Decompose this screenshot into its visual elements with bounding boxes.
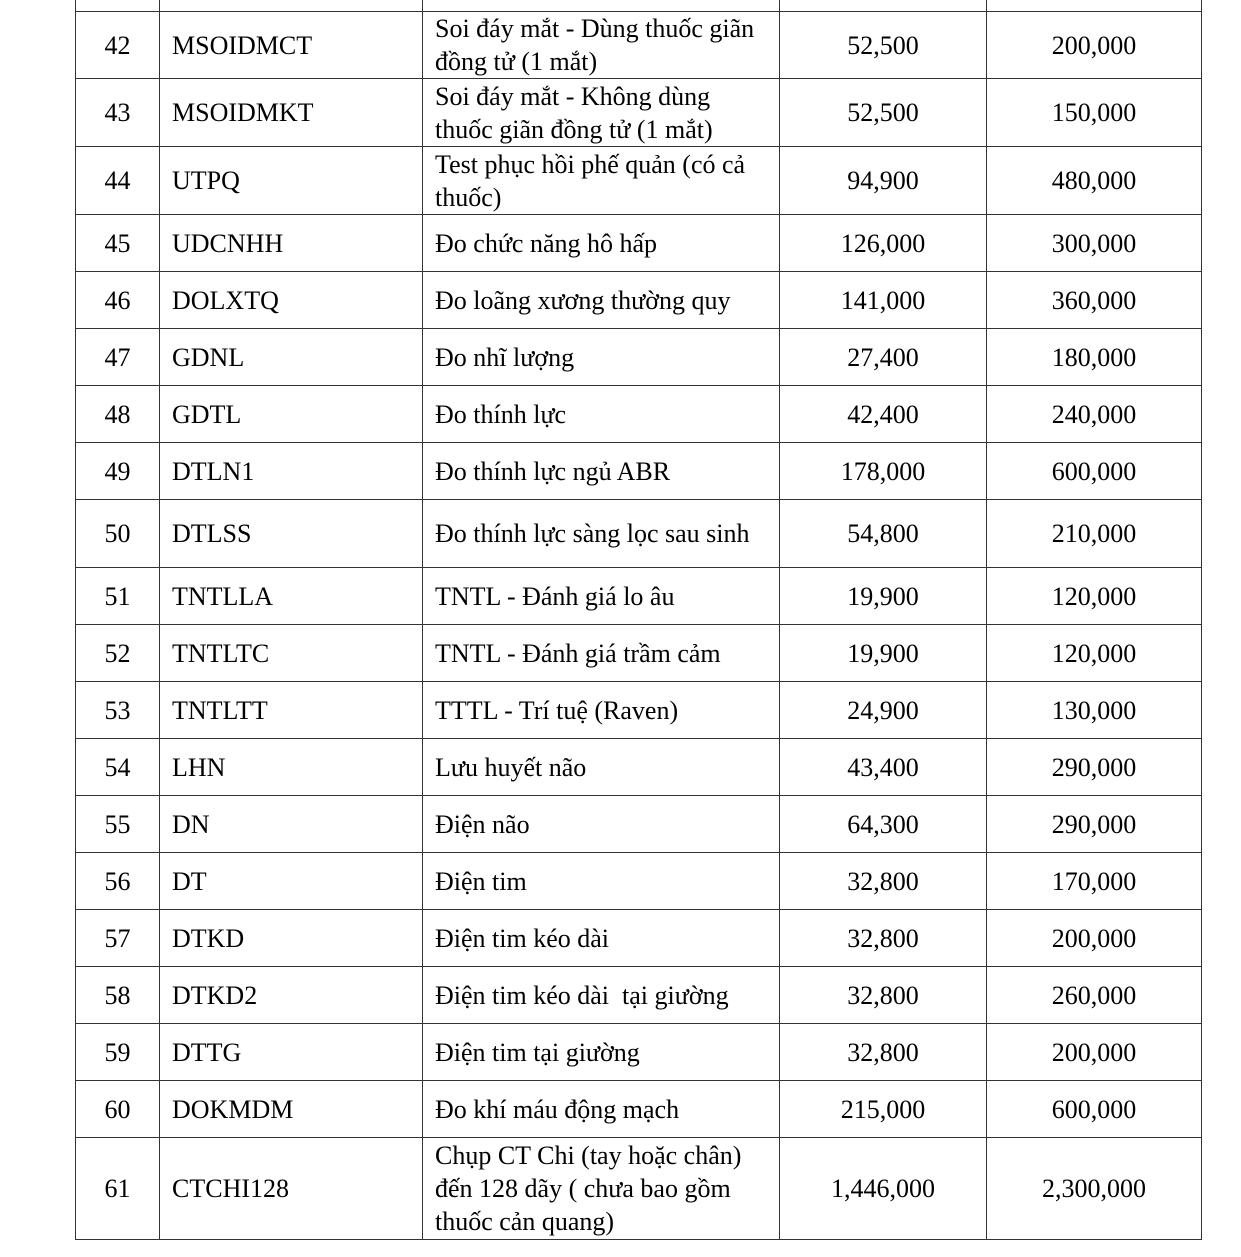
- price-service-cell: 120,000: [987, 625, 1202, 682]
- name-cell: TNTL - Đánh giá lo âu: [423, 568, 780, 625]
- price-service-cell: 200,000: [987, 12, 1202, 79]
- stt-cell: 53: [76, 682, 160, 739]
- price-bhyt-cell: 141,000: [780, 272, 987, 329]
- code-cell: DTLN1: [160, 443, 423, 500]
- price-service-cell: 210,000: [987, 500, 1202, 568]
- price-bhyt-cell: 27,400: [780, 329, 987, 386]
- table-row: [76, 739, 1202, 796]
- stt-cell: 50: [76, 500, 160, 568]
- price-service-cell: 600,000: [987, 443, 1202, 500]
- table-row: [76, 215, 1202, 272]
- price-service-cell: 360,000: [987, 272, 1202, 329]
- stt-cell: 47: [76, 329, 160, 386]
- code-cell: LHN: [160, 739, 423, 796]
- code-cell: DTLSS: [160, 500, 423, 568]
- price-service-cell: 200,000: [987, 1024, 1202, 1081]
- name-cell: Điện não: [423, 796, 780, 853]
- code-cell: UTPQ: [160, 147, 423, 215]
- price-bhyt-cell: 32,800: [780, 1024, 987, 1081]
- stt-cell: 56: [76, 853, 160, 910]
- table-row: [76, 79, 1202, 147]
- price-bhyt-cell: 52,500: [780, 79, 987, 147]
- name-cell: Điện tim: [423, 853, 780, 910]
- price-bhyt-cell: 215,000: [780, 1081, 987, 1138]
- table-row: [76, 329, 1202, 386]
- table-row: [76, 796, 1202, 853]
- table-row: [76, 910, 1202, 967]
- price-service-cell: 240,000: [987, 386, 1202, 443]
- name-cell: TNTL - Đánh giá trầm cảm: [423, 625, 780, 682]
- code-cell: TNTLTT: [160, 682, 423, 739]
- name-cell: Lưu huyết não: [423, 739, 780, 796]
- stt-cell: 43: [76, 79, 160, 147]
- price-service-cell: 480,000: [987, 147, 1202, 215]
- stt-cell: 46: [76, 272, 160, 329]
- name-cell: TTTL - Trí tuệ (Raven): [423, 682, 780, 739]
- price-bhyt-cell: 32,800: [780, 853, 987, 910]
- table-row: [76, 967, 1202, 1024]
- price-service-cell: 200,000: [987, 910, 1202, 967]
- price-service-cell: 130,000: [987, 682, 1202, 739]
- table-row: [76, 1138, 1202, 1240]
- name-cell: Soi đáy mắt - Dùng thuốc giãn đồng tử (1 mắt): [423, 12, 780, 79]
- price-bhyt-cell: 52,500: [780, 12, 987, 79]
- name-cell: Đo thính lực ngủ ABR: [423, 443, 780, 500]
- price-service-cell: 150,000: [987, 79, 1202, 147]
- table-row: [76, 625, 1202, 682]
- name-cell: Đo thính lực sàng lọc sau sinh: [423, 500, 780, 568]
- table-row: [76, 568, 1202, 625]
- price-bhyt-cell: 24,900: [780, 682, 987, 739]
- name-cell: Đo chức năng hô hấp: [423, 215, 780, 272]
- code-cell: TNTLLA: [160, 568, 423, 625]
- stt-cell: 58: [76, 967, 160, 1024]
- table-row: [76, 1024, 1202, 1081]
- code-cell: [160, 0, 423, 12]
- code-cell: DT: [160, 853, 423, 910]
- price-table-body: [76, 0, 1202, 1240]
- stt-cell: 52: [76, 625, 160, 682]
- name-cell: Đo khí máu động mạch: [423, 1081, 780, 1138]
- table-row: [76, 12, 1202, 79]
- code-cell: TNTLTC: [160, 625, 423, 682]
- name-cell: Soi đáy mắt - Không dùng thuốc giãn đồng tử (1 mắt): [423, 79, 780, 147]
- code-cell: DN: [160, 796, 423, 853]
- price-bhyt-cell: 19,900: [780, 625, 987, 682]
- price-table: [75, 0, 1202, 1240]
- name-cell: Điện tim kéo dài tại giường: [423, 967, 780, 1024]
- price-bhyt-cell: 43,400: [780, 739, 987, 796]
- price-service-cell: 180,000: [987, 329, 1202, 386]
- price-service-cell: 290,000: [987, 796, 1202, 853]
- price-bhyt-cell: 42,400: [780, 386, 987, 443]
- table-row: [76, 386, 1202, 443]
- name-cell: Đo nhĩ lượng: [423, 329, 780, 386]
- price-bhyt-cell: 54,800: [780, 500, 987, 568]
- price-bhyt-cell: 32,800: [780, 967, 987, 1024]
- price-service-cell: 300,000: [987, 215, 1202, 272]
- stt-cell: 55: [76, 796, 160, 853]
- stt-cell: 60: [76, 1081, 160, 1138]
- price-bhyt-cell: 178,000: [780, 443, 987, 500]
- price-service-cell: 600,000: [987, 1081, 1202, 1138]
- price-bhyt-cell: 1,446,000: [780, 1138, 987, 1240]
- price-bhyt-cell: 64,300: [780, 796, 987, 853]
- price-bhyt-cell: 19,900: [780, 568, 987, 625]
- price-service-cell: 290,000: [987, 739, 1202, 796]
- table-row: [76, 443, 1202, 500]
- code-cell: GDNL: [160, 329, 423, 386]
- table-row: [76, 147, 1202, 215]
- code-cell: DOKMDM: [160, 1081, 423, 1138]
- price-bhyt-cell: 32,800: [780, 910, 987, 967]
- stt-cell: 48: [76, 386, 160, 443]
- code-cell: MSOIDMCT: [160, 12, 423, 79]
- price-service-cell: [987, 0, 1202, 12]
- name-cell: Test phục hồi phế quản (có cả thuốc): [423, 147, 780, 215]
- code-cell: GDTL: [160, 386, 423, 443]
- code-cell: DTKD: [160, 910, 423, 967]
- price-service-cell: 120,000: [987, 568, 1202, 625]
- table-row: [76, 682, 1202, 739]
- stt-cell: 49: [76, 443, 160, 500]
- code-cell: CTCHI128: [160, 1138, 423, 1240]
- table-row: [76, 1081, 1202, 1138]
- table-row: [76, 853, 1202, 910]
- stt-cell: [76, 0, 160, 12]
- code-cell: DTKD2: [160, 967, 423, 1024]
- table-row: [76, 500, 1202, 568]
- price-bhyt-cell: [780, 0, 987, 12]
- table-row-partial: [76, 0, 1202, 12]
- stt-cell: 57: [76, 910, 160, 967]
- price-bhyt-cell: 94,900: [780, 147, 987, 215]
- name-cell: Điện tim kéo dài: [423, 910, 780, 967]
- name-cell: Điện tim tại giường: [423, 1024, 780, 1081]
- name-cell: Đo loãng xương thường quy: [423, 272, 780, 329]
- stt-cell: 51: [76, 568, 160, 625]
- price-service-cell: 260,000: [987, 967, 1202, 1024]
- name-cell: Đo thính lực: [423, 386, 780, 443]
- code-cell: DTTG: [160, 1024, 423, 1081]
- stt-cell: 44: [76, 147, 160, 215]
- price-service-cell: 170,000: [987, 853, 1202, 910]
- stt-cell: 54: [76, 739, 160, 796]
- name-cell: [423, 0, 780, 12]
- stt-cell: 61: [76, 1138, 160, 1240]
- price-service-cell: 2,300,000: [987, 1138, 1202, 1240]
- code-cell: MSOIDMKT: [160, 79, 423, 147]
- price-bhyt-cell: 126,000: [780, 215, 987, 272]
- table-row: [76, 272, 1202, 329]
- name-cell: Chụp CT Chi (tay hoặc chân) đến 128 dãy ( chưa bao gồm thuốc cản quang): [423, 1138, 780, 1240]
- stt-cell: 59: [76, 1024, 160, 1081]
- code-cell: UDCNHH: [160, 215, 423, 272]
- stt-cell: 45: [76, 215, 160, 272]
- code-cell: DOLXTQ: [160, 272, 423, 329]
- stt-cell: 42: [76, 12, 160, 79]
